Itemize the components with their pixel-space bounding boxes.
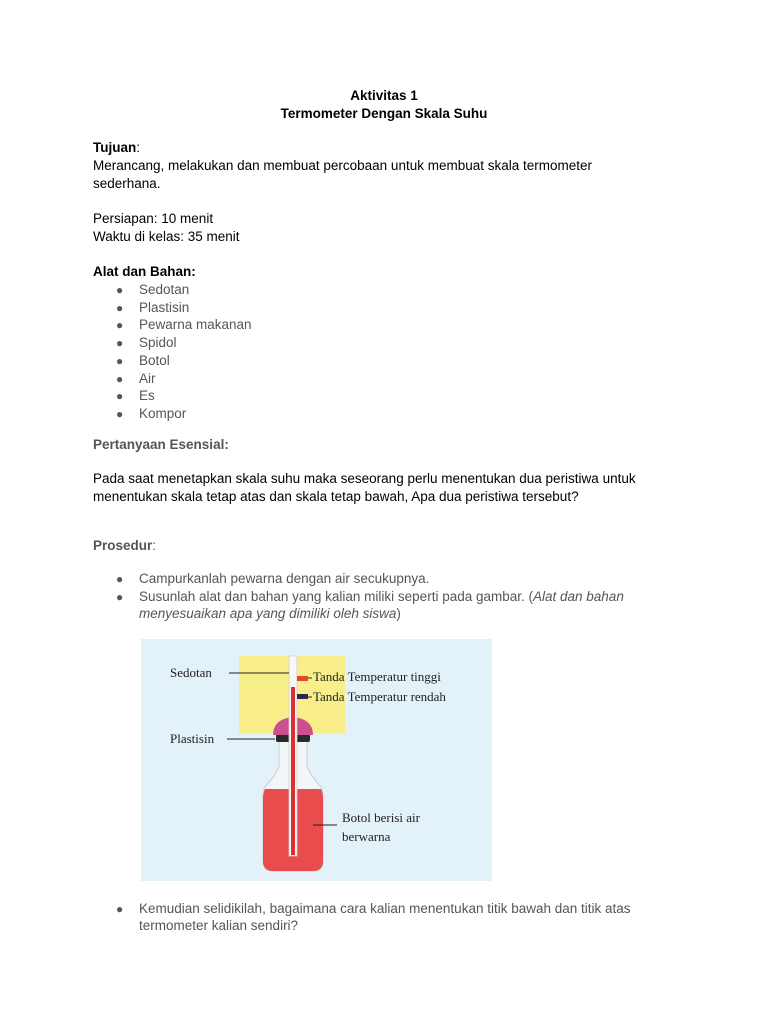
class-time: Waktu di kelas: 35 menit — [93, 229, 240, 244]
procedure-heading — [93, 538, 156, 553]
materials-heading: Alat dan Bahan: — [93, 264, 196, 279]
procedure-label: Prosedur — [93, 538, 153, 553]
procedure-step-2-line2 — [139, 606, 401, 621]
tujuan-colon: : — [136, 140, 141, 155]
tujuan-text-line1: Merancang, melakukan dan membuat percobaan untuk membuat skala termometer — [93, 158, 593, 173]
bullet-icon: ● — [116, 590, 124, 604]
material-item: Botol — [139, 353, 170, 368]
low-temperature-mark — [297, 694, 308, 699]
procedure-step-1: Campurkanlah pewarna dengan air secukupnya. — [139, 571, 430, 586]
procedure-step-2-text: Susunlah alat dan bahan yang kalian miliki seperti pada gambar. ( — [139, 589, 533, 604]
procedure-step-2-close: ) — [396, 606, 401, 621]
label-bottle-line1: Botol berisi air — [342, 810, 420, 825]
bullet-icon: ● — [116, 572, 124, 586]
essential-question-line2: menentukan skala tetap atas dan skala tetap bawah, Apa dua peristiwa tersebut? — [93, 489, 579, 504]
bullet-icon: ● — [116, 336, 124, 350]
tujuan-text-line2: sederhana. — [93, 176, 161, 191]
material-item: Kompor — [139, 406, 187, 421]
bullet-icon: ● — [116, 902, 124, 916]
label-straw: Sedotan — [170, 665, 212, 680]
label-low-temperature: Tanda Temperatur rendah — [313, 689, 446, 704]
procedure-step-3-line2: termometer kalian sendiri? — [139, 918, 299, 933]
bullet-icon: ● — [116, 318, 124, 332]
bullet-icon: ● — [116, 301, 124, 315]
page-title-line2: Termometer Dengan Skala Suhu — [280, 106, 488, 121]
procedure-colon: : — [152, 538, 157, 553]
tujuan-label: Tujuan — [93, 140, 137, 155]
preparation-time: Persiapan: 10 menit — [93, 211, 214, 226]
material-item: Pewarna makanan — [139, 317, 252, 332]
thermometer-figure — [141, 639, 492, 881]
label-bottle-line2: berwarna — [342, 829, 391, 844]
procedure-step-2-line1 — [139, 589, 624, 604]
tujuan-heading — [93, 140, 140, 155]
liquid-column — [291, 687, 295, 855]
procedure-step-2-italic-2: menyesuaikan apa yang dimiliki oleh siswa — [139, 606, 397, 621]
material-item: Plastisin — [139, 300, 190, 315]
material-item: Air — [139, 371, 156, 386]
label-high-temperature: Tanda Temperatur tinggi — [313, 669, 441, 684]
procedure-step-2-italic: Alat dan bahan — [533, 589, 624, 604]
essential-question-heading: Pertanyaan Esensial: — [93, 437, 229, 452]
material-item: Sedotan — [139, 282, 190, 297]
material-item: Spidol — [139, 335, 177, 350]
essential-question-line1: Pada saat menetapkan skala suhu maka seseorang perlu menentukan dua peristiwa untuk — [93, 471, 636, 486]
bullet-icon: ● — [116, 389, 124, 403]
bullet-icon: ● — [116, 354, 124, 368]
bullet-icon: ● — [116, 372, 124, 386]
label-plasticine: Plastisin — [170, 731, 215, 746]
high-temperature-mark — [297, 676, 308, 681]
bullet-icon: ● — [116, 407, 124, 421]
page-title-line1: Aktivitas 1 — [350, 88, 418, 103]
bullet-icon: ● — [116, 283, 124, 297]
material-item: Es — [139, 388, 155, 403]
procedure-step-3-line1: Kemudian selidikilah, bagaimana cara kalian menentukan titik bawah dan titik atas — [139, 901, 631, 916]
